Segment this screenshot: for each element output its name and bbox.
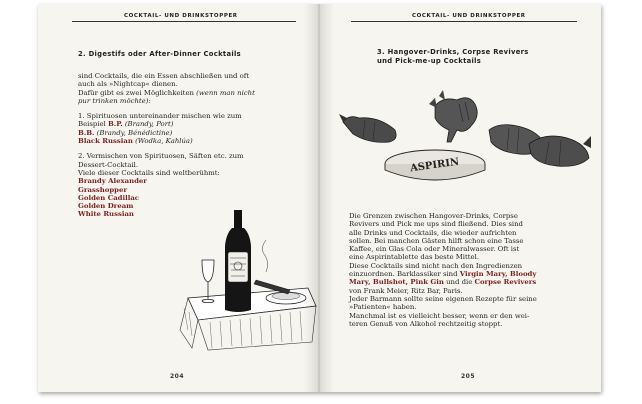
intro-line: sind Cocktails, die ein Essen abschließen und oft bbox=[78, 72, 250, 80]
right-section-title-line: und Pick-me-up Cocktails bbox=[377, 57, 482, 65]
left-body-text bbox=[78, 72, 308, 219]
bottle-glass-ashtray-illustration bbox=[158, 202, 318, 352]
cocktail-note: (Wodka, Kahlúa) bbox=[132, 137, 193, 146]
left-page-number: 204 bbox=[170, 373, 185, 380]
item1-example bbox=[78, 129, 308, 137]
item2-line: 2. Vermischen von Spirituosen, Säften etc. zum bbox=[78, 152, 244, 161]
body-line: teren Genuß von Alkohol rechtzeitig stoppt. bbox=[349, 319, 503, 328]
body-line: Revivers und Pick me ups sind fließend. Dies sind bbox=[349, 220, 523, 229]
body-line: eine Aspirintablette das beste Mittel. bbox=[349, 253, 480, 262]
body-line: alle Drinks und Cocktails, die wieder aufrichten bbox=[349, 228, 517, 237]
options-lead bbox=[78, 89, 308, 97]
cocktail-note: (Brandy, Bénédictine) bbox=[94, 128, 173, 137]
item1-example bbox=[78, 120, 308, 128]
body-line: sollen. Bei manchen Gästen hilft schon eine Tasse bbox=[349, 236, 524, 245]
body-line bbox=[349, 278, 595, 286]
aspirin-label: ASPIRIN bbox=[409, 156, 460, 175]
intro-line: auch als »Nightcap« dienen. bbox=[78, 80, 178, 89]
body-line: von Frank Meier, Ritz Bar, Paris. bbox=[349, 286, 463, 295]
left-section-title: 2. Digestifs oder After-Dinner Cocktails bbox=[78, 50, 241, 58]
famous-cocktail: White Russian bbox=[78, 210, 134, 219]
cocktail-name: Mary, Bullshot, Pink Gin bbox=[349, 278, 444, 287]
item2-line: Viele dieser Cocktails sind weltberühmt: bbox=[78, 168, 220, 177]
right-page bbox=[319, 4, 601, 392]
famous-cocktail: Golden Cadillac bbox=[78, 193, 139, 202]
options-lead-italic-2: pur trinken möchte): bbox=[78, 96, 151, 105]
cocktail-note: (Brandy, Port) bbox=[122, 120, 174, 129]
body-line: Diese Cocktails sind nicht nach den Ingredienzen bbox=[349, 261, 523, 270]
famous-cocktail: Brandy Alexander bbox=[78, 177, 147, 186]
body-line: »Patienten« haben. bbox=[349, 303, 417, 312]
right-body-text bbox=[349, 212, 595, 328]
right-head-rule bbox=[351, 21, 577, 22]
cats-aspirin-illustration bbox=[339, 86, 599, 196]
item2-line: Dessert-Cocktail. bbox=[78, 160, 139, 169]
right-section-title-line: 3. Hangover-Drinks, Corpse Revivers bbox=[377, 48, 529, 56]
body-line: Die Grenzen zwischen Hangover-Drinks, Corpse bbox=[349, 212, 518, 220]
body-text: einzuordnen. Barklassiker sind bbox=[349, 270, 460, 279]
item1-example bbox=[78, 137, 308, 145]
right-running-head: COCKTAIL- UND DRINKSTOPPER bbox=[412, 13, 526, 19]
cocktail-name: Virgin Mary, Bloody bbox=[459, 270, 537, 279]
body-line: Jeder Barmann sollte seine eigenen Rezepte für seine bbox=[349, 294, 537, 303]
body-text: und die bbox=[443, 278, 475, 287]
item1-line: 1. Spirituosen untereinander mischen wie zum bbox=[78, 112, 242, 121]
options-lead-italic: (wenn man nicht bbox=[196, 88, 255, 97]
famous-cocktail: Grasshopper bbox=[78, 185, 127, 194]
cocktail-name: Corpse Revivers bbox=[474, 278, 537, 287]
left-page bbox=[38, 4, 319, 392]
options-lead-text: Dafür gibt es zwei Möglichkeiten bbox=[78, 88, 197, 97]
famous-cocktail: Golden Dream bbox=[78, 202, 134, 211]
body-line: Kaffee, ein Glas Cola oder Mineralwasser. Oft ist bbox=[349, 245, 520, 254]
body-line bbox=[349, 270, 595, 278]
open-book bbox=[38, 4, 601, 392]
cocktail-name: Black Russian bbox=[78, 137, 133, 146]
body-line: Manchmal ist es vielleicht besser, wenn er den wei- bbox=[349, 311, 530, 320]
left-head-rule bbox=[72, 21, 296, 22]
cocktail-name: B.P. bbox=[107, 120, 123, 129]
item1-line: Beispiel bbox=[78, 120, 108, 129]
cocktail-name: B.B. bbox=[78, 128, 95, 137]
right-page-number: 205 bbox=[461, 373, 476, 380]
left-running-head: COCKTAIL- UND DRINKSTOPPER bbox=[124, 13, 238, 19]
right-section-title bbox=[377, 48, 529, 66]
